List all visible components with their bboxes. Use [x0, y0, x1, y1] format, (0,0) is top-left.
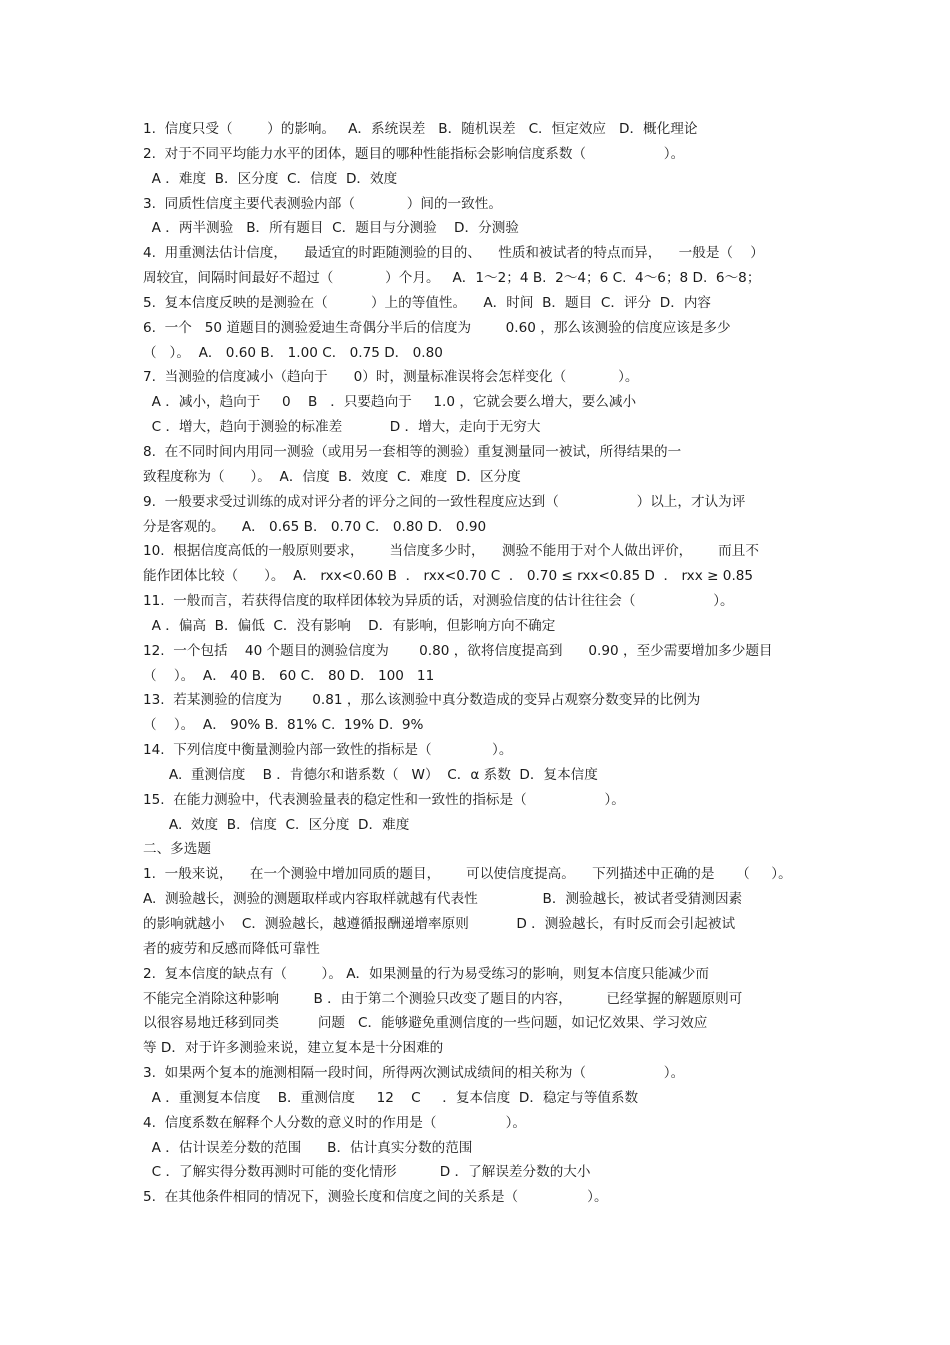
text-line: 14. 下列信度中衡量测验内部一致性的指标是（ ）。	[143, 742, 513, 759]
text-line: 3. 如果两个复本的施测相隔一段时间，所得两次测试成绩间的相关称为（ ）。	[143, 1065, 685, 1082]
text-line: A. 重测信度 B ．肯德尔和谐系数（ W） C．α 系数 D．复本信度	[143, 766, 598, 783]
text-line: 分是客观的。 A． 0.65 B． 0.70 C． 0.80 D． 0.90	[143, 518, 487, 535]
text-line: 2. 对于不同平均能力水平的团体，题目的哪种性能指标会影响信度系数（ ）。	[143, 145, 685, 162]
text-line: 10. 根据信度高低的一般原则要求， 当信度多少时， 测验不能用于对个人做出评价， 而且不	[143, 543, 759, 560]
text-line: A ．估计误差分数的范围 B．估计真实分数的范围	[143, 1139, 473, 1156]
text-line: 能作团体比较（ ）。 A． rxx<0.60 B ． rxx<0.70 C ． 0.70 ≤ rxx<0.85 D ． rxx ≥ 0.85	[143, 568, 754, 585]
text-line: A ．难度 B．区分度 C．信度 D．效度	[143, 170, 398, 187]
text-line: 周较宜，间隔时间最好不超过（ ）个月。 A．1～2；4 B. 2～4；6 C. 4～6；8 D. 6～8；	[143, 270, 761, 287]
text-line: （ ）。 A． 90% B. 81% C. 19% D. 9%	[143, 717, 424, 734]
text-line: A. 测验越长，测验的测题取样或内容取样就越有代表性 B．测验越长，被试者受猜测因素	[143, 891, 743, 908]
text-line: A ．重测复本信度 B．重测信度 12 C ．复本信度 D．稳定与等值系数	[143, 1089, 639, 1106]
text-line: 以很容易地迁移到同类 问题 C．能够避免重测信度的一些问题，如记忆效果、学习效应	[143, 1015, 708, 1032]
text-line: A ．减小，趋向于 0 B ．只要趋向于 1.0 ，它就会要么增大，要么减小	[143, 394, 637, 411]
text-line: 13. 若某测验的信度为 0.81 ，那么该测验中真分数造成的变异占观察分数变异的比例为	[143, 692, 701, 709]
text-line: 不能完全消除这种影响 B ．由于第二个测验只改变了题目的内容， 已经掌握的解题原则可	[143, 990, 743, 1007]
text-line: 15. 在能力测验中，代表测验量表的稳定性和一致性的指标是（ ）。	[143, 791, 625, 808]
text-line: A ．偏高 B．偏低 C．没有影响 D．有影响，但影响方向不确定	[143, 617, 556, 634]
document-content	[143, 117, 823, 1210]
text-line: 3. 同质性信度主要代表测验内部（ ）间的一致性。	[143, 195, 502, 212]
text-line: （ ）。 A． 40 B． 60 C． 80 D． 100 11	[143, 667, 435, 684]
text-line: 12. 一个包括 40 个题目的测验信度为 0.80 ，欲将信度提高到 0.90 ，至少需要增加多少题目	[143, 642, 773, 659]
text-line: 5. 复本信度反映的是测验在（ ）上的等值性。 A．时间 B．题目 C．评分 D．内容	[143, 294, 712, 311]
section-heading: 二、多选题	[143, 841, 211, 858]
text-line: 2. 复本信度的缺点有（ ）。 A．如果测量的行为易受练习的影响，则复本信度只能减少而	[143, 965, 709, 982]
text-line: 1. 一般来说， 在一个测验中增加同质的题目， 可以使信度提高。 下列描述中正确的是 （ ）。	[143, 866, 792, 883]
text-line: 1. 信度只受（ ）的影响。 A．系统误差 B．随机误差 C．恒定效应 D．概化理论	[143, 121, 698, 137]
text-line: 4. 信度系数在解释个人分数的意义时的作用是（ ）。	[143, 1114, 527, 1131]
text-line: 11. 一般而言，若获得信度的取样团体较为异质的话，对测验信度的估计往往会（ ）。	[143, 593, 734, 610]
text-line: A. 效度 B．信度 C．区分度 D．难度	[143, 816, 410, 833]
text-line: C ．了解实得分数再测时可能的变化情形 D ．了解误差分数的大小	[143, 1164, 591, 1181]
text-line: 8. 在不同时间内用同一测验（或用另一套相等的测验）重复测量同一被试，所得结果的一	[143, 443, 682, 460]
text-line: A ．两半测验 B．所有题目 C．题目与分测验 D．分测验	[143, 220, 519, 237]
text-line: 9. 一般要求受过训练的成对评分者的评分之间的一致性程度应达到（ ）以上，才认为评	[143, 493, 746, 510]
text-line: （ ）。 A． 0.60 B． 1.00 C． 0.75 D． 0.80	[143, 344, 443, 361]
text-line: 6. 一个 50 道题目的测验爱迪生奇偶分半后的信度为 0.60 ，那么该测验的信度应该是多少	[143, 319, 731, 336]
text-line: 的影响就越小 C．测验越长，越遵循报酬递增率原则 D ．测验越长，有时反而会引起被试	[143, 916, 736, 932]
text-line: 5. 在其他条件相同的情况下，测验长度和信度之间的关系是（ ）。	[143, 1189, 608, 1206]
text-line: 者的疲劳和反感而降低可靠性	[143, 940, 320, 957]
text-line: 4. 用重测法估计信度， 最适宜的时距随测验的目的、 性质和被试者的特点而异， 一般是（ ）	[143, 245, 764, 262]
text-line: 7. 当测验的信度减小（趋向于 0）时，测量标准误将会怎样变化（ ）。	[143, 369, 639, 386]
text-line: C ．增大，趋向于测验的标准差 D ．增大，走向于无穷大	[143, 419, 541, 436]
text-line: 等 D．对于许多测验来说，建立复本是十分困难的	[143, 1040, 444, 1057]
text-line: 致程度称为（ ）。 A．信度 B．效度 C．难度 D．区分度	[143, 468, 521, 485]
